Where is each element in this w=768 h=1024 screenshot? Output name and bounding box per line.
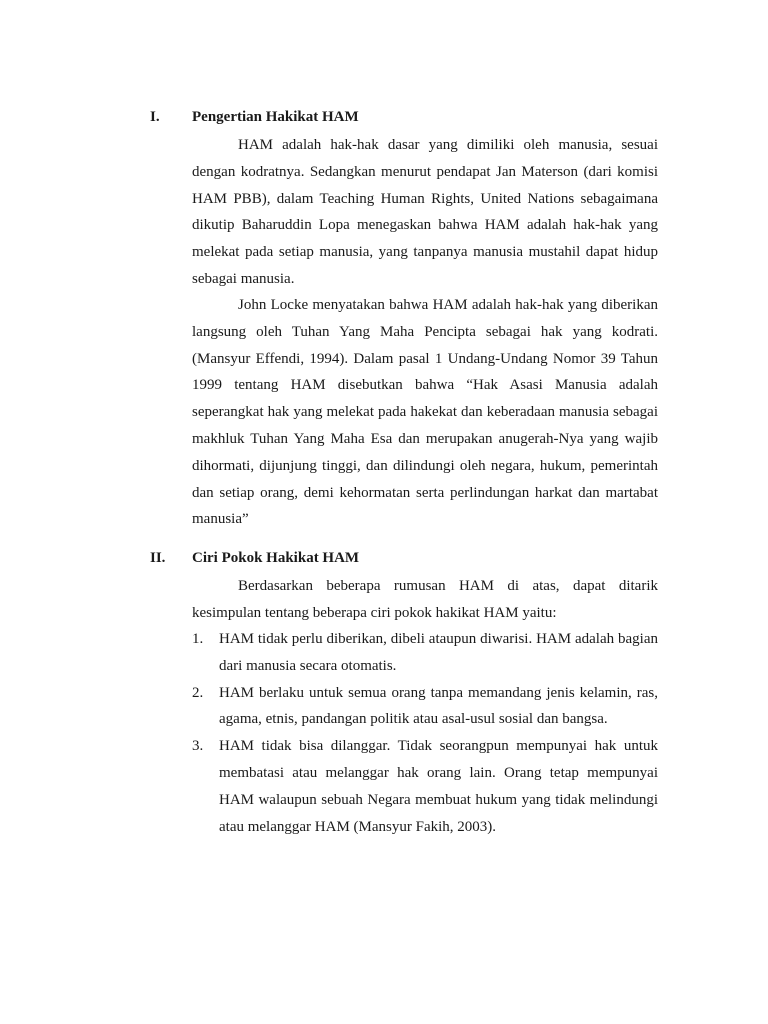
section-1-paragraph-1: HAM adalah hak-hak dasar yang dimiliki oleh manusia, sesuai dengan kodratnya. Sedangkan menurut pendapat Jan Materson (dari komisi HAM PBB), dalam Teaching Human Rights, United Nations sebagaimana dikutip Baharuddin Lopa menegaskan bahwa HAM adalah hak-hak yang melekat pada setiap manusia, yang tanpanya manusia mustahil dapat hidup sebagai manusia. <box>192 137 658 287</box>
list-item-marker: 3. <box>192 738 204 755</box>
list-item-marker: 2. <box>192 684 204 701</box>
list-item-text: HAM tidak bisa dilanggar. Tidak seorangpun mempunyai hak untuk membatasi atau melanggar hak orang lain. Orang tetap mempunyai HAM walaupun sebuah Negara membuat hukum yang tidak melindungi atau melanggar HAM (Mansyur Fakih, 2003). <box>219 738 658 835</box>
list-item-text: HAM berlaku untuk semua orang tanpa memandang jenis kelamin, ras, agama, etnis, pandangan politik atau asal-usul sosial dan bangsa. <box>219 684 658 728</box>
section-1-number: I. <box>150 109 160 125</box>
section-2-paragraph-1: Berdasarkan beberapa rumusan HAM di atas, dapat ditarik kesimpulan tentang beberapa ciri pokok hakikat HAM yaitu: <box>192 578 658 621</box>
section-2-title: Ciri Pokok Hakikat HAM <box>192 550 360 566</box>
section-1-heading <box>0 109 768 129</box>
section-1-title: Pengertian Hakikat HAM <box>192 109 359 125</box>
list-item <box>192 626 658 680</box>
section-2-heading <box>0 550 768 570</box>
list-item-marker: 1. <box>192 631 204 647</box>
list-item-text: HAM tidak perlu diberikan, dibeli ataupun diwarisi. HAM adalah bagian dari manusia secara otomatis. <box>219 631 658 674</box>
section-1-paragraph-2: John Locke menyatakan bahwa HAM adalah hak-hak yang diberikan langsung oleh Tuhan Yang Maha Pencipta sebagai hak yang kodrati. (Mansyur Effendi, 1994). Dalam pasal 1 Undang-Undang Nomor 39 Tahun 1999 tentang HAM disebutkan bahwa “Hak Asasi Manusia adalah seperangkat hak yang melekat pada hakekat dan keberadaan manusia sebagai makhluk Tuhan Yang Maha Esa dan merupakan anugerah-Nya yang wajib dihormati, dijunjung tinggi, dan dilindungi oleh negara, hukum, pemerintah dan setiap orang, demi kehormatan serta perlindungan harkat dan martabat manusia” <box>192 297 658 528</box>
ciri-pokok-list <box>192 626 658 840</box>
section-2-number: II. <box>150 550 166 566</box>
list-item <box>192 680 658 734</box>
list-item <box>192 733 658 840</box>
